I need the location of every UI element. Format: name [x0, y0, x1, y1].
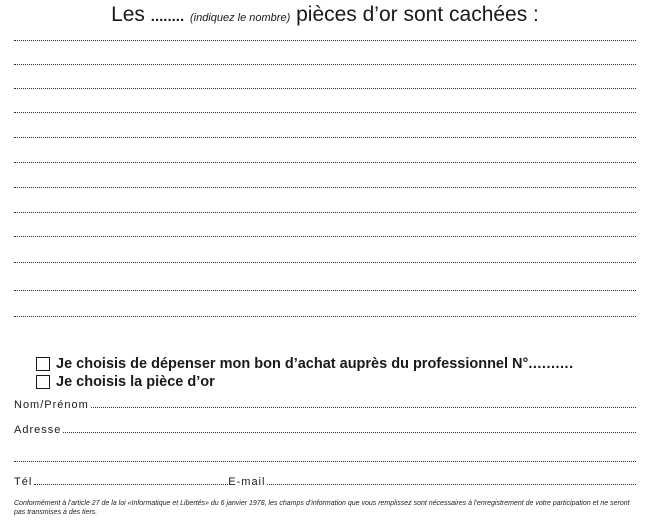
email-label: E-mail — [228, 476, 266, 488]
address-field — [14, 424, 636, 436]
contest-question-heading — [0, 3, 650, 27]
heading-suffix: pièces d’or sont cachées : — [296, 3, 539, 26]
answer-line[interactable] — [14, 236, 636, 237]
choice-gold-coin — [36, 374, 215, 390]
answer-line[interactable] — [14, 112, 636, 113]
answer-line[interactable] — [14, 64, 636, 65]
answer-line[interactable] — [14, 40, 636, 41]
number-blank[interactable]: ........ — [150, 8, 185, 25]
heading-prefix: Les — [111, 3, 145, 26]
name-input[interactable] — [91, 407, 636, 408]
checkbox-gold-coin[interactable] — [36, 375, 50, 389]
contact-field — [14, 476, 636, 488]
legal-notice: Conformément à l’article 27 de la loi «Informatique et Libertés» du 6 janvier 1978, les champs d’information que vous remplissez sont nécessaires à l’enregistrement de votre participation et ne seront pas transmises à des tiers. — [14, 500, 630, 516]
choice-gold-coin-label: Je choisis la pièce d’or — [56, 374, 215, 390]
answer-line[interactable] — [14, 262, 636, 263]
name-label: Nom/Prénom — [14, 399, 89, 411]
answer-line[interactable] — [14, 187, 636, 188]
answer-line[interactable] — [14, 212, 636, 213]
address-input[interactable] — [63, 432, 636, 433]
choice-professional-label: Je choisis de dépenser mon bon d’achat auprès du professionnel N° — [56, 356, 529, 372]
checkbox-professional[interactable] — [36, 357, 50, 371]
address-label: Adresse — [14, 424, 62, 436]
email-input[interactable] — [267, 484, 636, 485]
professional-number-blank[interactable]: .......... — [528, 356, 574, 372]
name-field — [14, 399, 636, 411]
heading-hint: (indiquez le nombre) — [189, 12, 291, 24]
answer-line[interactable] — [14, 290, 636, 291]
phone-input[interactable] — [34, 484, 228, 485]
answer-line[interactable] — [14, 316, 636, 317]
answer-line[interactable] — [14, 162, 636, 163]
phone-label: Tél — [14, 476, 33, 488]
answer-line[interactable] — [14, 137, 636, 138]
choice-professional — [36, 356, 574, 372]
address-extra-line[interactable] — [14, 461, 636, 462]
answer-line[interactable] — [14, 88, 636, 89]
